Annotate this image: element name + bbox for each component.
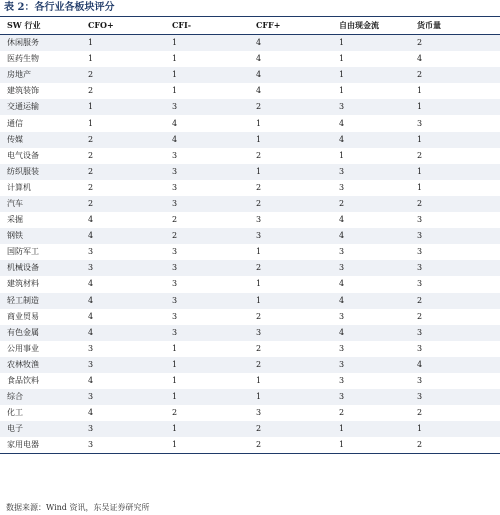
cfi-cell: 4	[172, 132, 256, 148]
industry-cell: 纺织服装	[0, 164, 88, 180]
money-supply-cell: 4	[417, 54, 423, 64]
cfo-cell: 1	[88, 54, 94, 64]
money-supply-cell: 3	[417, 228, 500, 244]
table-row	[0, 373, 500, 389]
table-row	[0, 405, 500, 421]
money-supply-cell: 2	[417, 293, 500, 309]
industry-cell: 建筑材料	[7, 279, 39, 289]
industry-cell: 化工	[7, 408, 23, 418]
free-cash-flow-cell: 3	[339, 311, 345, 321]
cfi-cell: 3	[172, 196, 256, 212]
cfi-cell: 3	[172, 260, 256, 276]
table-row	[0, 132, 500, 148]
money-supply-cell: 3	[417, 247, 423, 257]
industry-cell: 农林牧渔	[0, 357, 88, 373]
cff-cell: 3	[256, 228, 339, 244]
cff-cell: 2	[256, 421, 339, 437]
cff-cell: 3	[256, 325, 339, 341]
cfo-cell: 3	[88, 260, 172, 276]
table-row	[0, 244, 500, 260]
money-supply-cell: 2	[417, 35, 500, 52]
cfo-cell: 3	[88, 421, 172, 437]
cff-cell: 3	[256, 408, 262, 418]
cff-cell: 4	[256, 54, 262, 64]
industry-cell: 钢铁	[0, 228, 88, 244]
cff-cell: 1	[256, 132, 339, 148]
table-row	[0, 341, 500, 357]
table-row	[0, 325, 500, 341]
cfo-cell: 2	[88, 150, 94, 160]
industry-cell: 计算机	[7, 182, 31, 192]
cfo-cell: 4	[88, 408, 94, 418]
cfo-cell: 2	[88, 86, 94, 96]
header-cfi: CFI-	[172, 17, 256, 35]
money-supply-cell: 2	[417, 67, 500, 83]
table-caption: 表 2：各行业各板块评分	[4, 2, 115, 13]
cfo-cell: 4	[88, 228, 172, 244]
cfi-cell: 3	[172, 293, 256, 309]
free-cash-flow-cell: 2	[339, 408, 345, 418]
cfo-cell: 4	[88, 279, 94, 289]
cfo-cell: 4	[88, 325, 172, 341]
industry-cell: 轻工制造	[0, 293, 88, 309]
table-row	[0, 421, 500, 437]
free-cash-flow-cell: 4	[339, 118, 345, 128]
cfi-cell: 1	[172, 35, 256, 52]
free-cash-flow-cell: 1	[339, 150, 345, 160]
free-cash-flow-cell: 1	[339, 67, 417, 83]
free-cash-flow-cell: 4	[339, 279, 345, 289]
industry-cell: 家用电器	[0, 437, 88, 454]
cfi-cell: 2	[172, 215, 178, 225]
cfo-cell: 4	[88, 311, 94, 321]
free-cash-flow-cell: 4	[339, 325, 417, 341]
table-row	[0, 260, 500, 276]
cfi-cell: 1	[172, 437, 256, 454]
cfi-cell: 1	[172, 389, 256, 405]
money-supply-cell: 3	[417, 279, 423, 289]
header-free-cash-flow: 自由现金流	[339, 17, 417, 35]
cfo-cell: 1	[88, 99, 172, 115]
cff-cell: 1	[256, 293, 339, 309]
cff-cell: 1	[256, 118, 262, 128]
cff-cell: 4	[256, 67, 339, 83]
data-source-note: 数据来源：Wind 资讯，东吴证券研究所	[6, 503, 150, 512]
cfo-cell: 3	[88, 389, 172, 405]
cff-cell: 1	[256, 389, 339, 405]
free-cash-flow-cell: 3	[339, 376, 345, 386]
cfo-cell: 4	[88, 293, 172, 309]
industry-cell: 商业贸易	[7, 311, 39, 321]
money-supply-cell: 3	[417, 260, 500, 276]
table-row	[0, 180, 500, 196]
table-row	[0, 293, 500, 309]
cfi-cell: 1	[172, 54, 178, 64]
money-supply-cell: 2	[417, 408, 423, 418]
cff-cell: 2	[256, 311, 262, 321]
money-supply-cell: 3	[417, 325, 500, 341]
industry-cell: 公用事业	[7, 343, 39, 353]
money-supply-cell: 2	[417, 311, 423, 321]
cff-cell: 1	[256, 164, 339, 180]
header-cff: CFF+	[256, 17, 339, 35]
cfi-cell: 1	[172, 67, 256, 83]
cfi-cell: 4	[172, 118, 178, 128]
cfo-cell: 1	[88, 118, 94, 128]
money-supply-cell: 1	[417, 421, 500, 437]
cfi-cell: 2	[172, 228, 256, 244]
free-cash-flow-cell: 3	[339, 247, 345, 257]
money-supply-cell: 2	[417, 196, 500, 212]
table-row	[0, 51, 500, 67]
cfo-cell: 2	[88, 196, 172, 212]
table-row	[0, 276, 500, 292]
industry-cell: 休闲服务	[0, 35, 88, 52]
free-cash-flow-cell: 1	[339, 35, 417, 52]
money-supply-cell: 1	[417, 164, 500, 180]
free-cash-flow-cell: 1	[339, 86, 345, 96]
cfo-cell: 3	[88, 343, 94, 353]
cfo-cell: 1	[88, 35, 172, 52]
cff-cell: 2	[256, 437, 339, 454]
cff-cell: 3	[256, 215, 262, 225]
industry-cell: 机械设备	[0, 260, 88, 276]
free-cash-flow-cell: 1	[339, 437, 417, 454]
header-cfo: CFO+	[88, 17, 172, 35]
free-cash-flow-cell: 1	[339, 54, 345, 64]
money-supply-cell: 1	[417, 132, 500, 148]
industry-cell: 房地产	[0, 67, 88, 83]
cfo-cell: 2	[88, 182, 94, 192]
cfi-cell: 1	[172, 421, 256, 437]
cfi-cell: 1	[172, 343, 178, 353]
free-cash-flow-cell: 3	[339, 357, 417, 373]
free-cash-flow-cell: 4	[339, 215, 345, 225]
table-row	[0, 67, 500, 83]
cff-cell: 4	[256, 35, 339, 52]
free-cash-flow-cell: 3	[339, 182, 345, 192]
industry-score-table	[0, 17, 500, 454]
cfi-cell: 1	[172, 86, 178, 96]
cff-cell: 2	[256, 99, 339, 115]
table-row	[0, 212, 500, 228]
industry-cell: 有色金属	[0, 325, 88, 341]
table-row	[0, 99, 500, 115]
table-row	[0, 115, 500, 131]
cfo-cell: 4	[88, 376, 94, 386]
cff-cell: 2	[256, 182, 262, 192]
cfo-cell: 3	[88, 437, 172, 454]
cfo-cell: 4	[88, 215, 94, 225]
cfi-cell: 1	[172, 376, 178, 386]
table-row	[0, 389, 500, 405]
industry-cell: 建筑装饰	[7, 86, 39, 96]
cfi-cell: 3	[172, 164, 256, 180]
cfi-cell: 3	[172, 325, 256, 341]
header-money-supply: 货币量	[417, 17, 500, 35]
industry-cell: 综合	[0, 389, 88, 405]
money-supply-cell: 3	[417, 215, 423, 225]
cfo-cell: 2	[88, 132, 172, 148]
industry-cell: 国防军工	[7, 247, 39, 257]
header-industry: SW 行业	[0, 17, 88, 35]
free-cash-flow-cell: 3	[339, 99, 417, 115]
table-body	[0, 35, 500, 454]
cfi-cell: 3	[172, 311, 178, 321]
table-header-row	[0, 17, 500, 35]
money-supply-cell: 3	[417, 343, 423, 353]
money-supply-cell: 1	[417, 86, 423, 96]
cfo-cell: 3	[88, 357, 172, 373]
cff-cell: 2	[256, 150, 262, 160]
table-row	[0, 83, 500, 99]
table-row	[0, 357, 500, 373]
table-row	[0, 164, 500, 180]
industry-cell: 采掘	[7, 215, 23, 225]
cff-cell: 1	[256, 247, 262, 257]
cff-cell: 2	[256, 357, 339, 373]
cfi-cell: 2	[172, 408, 178, 418]
free-cash-flow-cell: 3	[339, 389, 417, 405]
money-supply-cell: 4	[417, 357, 500, 373]
industry-cell: 电气设备	[7, 150, 39, 160]
industry-cell: 医药生物	[7, 54, 39, 64]
cfo-cell: 2	[88, 67, 172, 83]
free-cash-flow-cell: 2	[339, 196, 417, 212]
cff-cell: 2	[256, 196, 339, 212]
money-supply-cell: 2	[417, 150, 423, 160]
industry-cell: 传媒	[0, 132, 88, 148]
money-supply-cell: 3	[417, 376, 423, 386]
industry-cell: 交通运输	[0, 99, 88, 115]
cfi-cell: 3	[172, 182, 178, 192]
free-cash-flow-cell: 3	[339, 164, 417, 180]
cff-cell: 2	[256, 260, 339, 276]
money-supply-cell: 1	[417, 182, 423, 192]
table-row	[0, 309, 500, 325]
industry-cell: 汽车	[0, 196, 88, 212]
cfi-cell: 1	[172, 357, 256, 373]
industry-cell: 食品饮料	[7, 376, 39, 386]
industry-cell: 通信	[7, 118, 23, 128]
free-cash-flow-cell: 3	[339, 260, 417, 276]
money-supply-cell: 3	[417, 389, 500, 405]
table-row	[0, 437, 500, 454]
table-row	[0, 35, 500, 52]
table-row	[0, 148, 500, 164]
cff-cell: 1	[256, 376, 262, 386]
cfo-cell: 2	[88, 164, 172, 180]
free-cash-flow-cell: 3	[339, 343, 345, 353]
cfo-cell: 3	[88, 247, 94, 257]
industry-cell: 电子	[0, 421, 88, 437]
money-supply-cell: 1	[417, 99, 500, 115]
cfi-cell: 3	[172, 247, 178, 257]
money-supply-cell: 2	[417, 437, 500, 454]
table-row	[0, 196, 500, 212]
free-cash-flow-cell: 4	[339, 293, 417, 309]
free-cash-flow-cell: 4	[339, 132, 417, 148]
cff-cell: 4	[256, 86, 262, 96]
table-row	[0, 228, 500, 244]
cfi-cell: 3	[172, 279, 178, 289]
free-cash-flow-cell: 1	[339, 421, 417, 437]
cff-cell: 2	[256, 343, 262, 353]
cff-cell: 1	[256, 279, 262, 289]
cfi-cell: 3	[172, 150, 178, 160]
money-supply-cell: 3	[417, 118, 423, 128]
cfi-cell: 3	[172, 99, 256, 115]
free-cash-flow-cell: 4	[339, 228, 417, 244]
